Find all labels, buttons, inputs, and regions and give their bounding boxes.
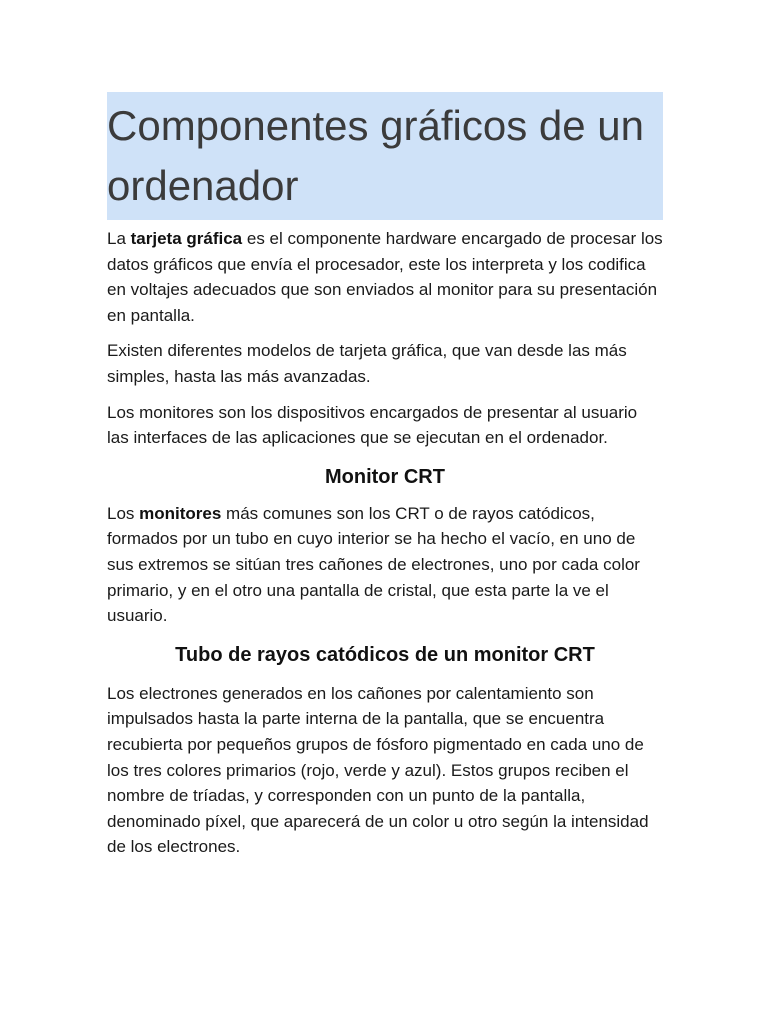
paragraph-monitores: Los monitores son los dispositivos encargados de presentar al usuario las interfaces de las aplicaciones que se ejecutan en el ordenador. xyxy=(107,402,638,448)
bold-term-tarjeta-grafica: tarjeta gráfica xyxy=(130,229,243,248)
paragraph-electrones: Los electrones generados en los cañones por calentamiento son impulsados hasta la parte interna de la pantalla, que se encuentra recubierta por pequeños grupos de fósforo pigmentado en cada uno de los tres colores primarios (rojo, verde y azul). Estos grupos reciben el nombre de tríadas, y corresponden con un punto de la pantalla, denominado píxel, que aparecerá de un color u otro según la intensidad de los electrones. xyxy=(107,683,649,857)
document-page xyxy=(107,92,663,860)
heading-monitor-crt: Monitor CRT xyxy=(325,465,445,488)
bold-term-monitores: monitores xyxy=(139,503,222,523)
document-title: Componentes gráficos de un ordenador xyxy=(107,92,663,220)
heading-tubo-rayos-catodicos: Tubo de rayos catódicos de un monitor CRT xyxy=(175,643,595,666)
paragraph-prefix: Los xyxy=(107,503,140,523)
paragraph-text: es el componente hardware encargado de procesar los datos gráficos que envía el procesador, este los interpreta y los codifica en voltajes adecuados que son enviados al monitor para su presentación en pantalla. xyxy=(107,229,663,325)
paragraph-modelos: Existen diferentes modelos de tarjeta gráfica, que van desde las más simples, hasta las más avanzadas. xyxy=(107,341,627,386)
paragraph-tarjeta-grafica xyxy=(107,226,663,328)
paragraph-prefix: La xyxy=(107,229,131,248)
paragraph-monitor-crt xyxy=(107,501,663,629)
paragraph-text: más comunes son los CRT o de rayos catódicos, formados por un tubo en cuyo interior se ha hecho el vacío, en uno de sus extremos se sitúan tres cañones de electrones, uno por cada color primario, y en el otro una pantalla de cristal, que esta parte la ve el usuario. xyxy=(107,503,640,626)
